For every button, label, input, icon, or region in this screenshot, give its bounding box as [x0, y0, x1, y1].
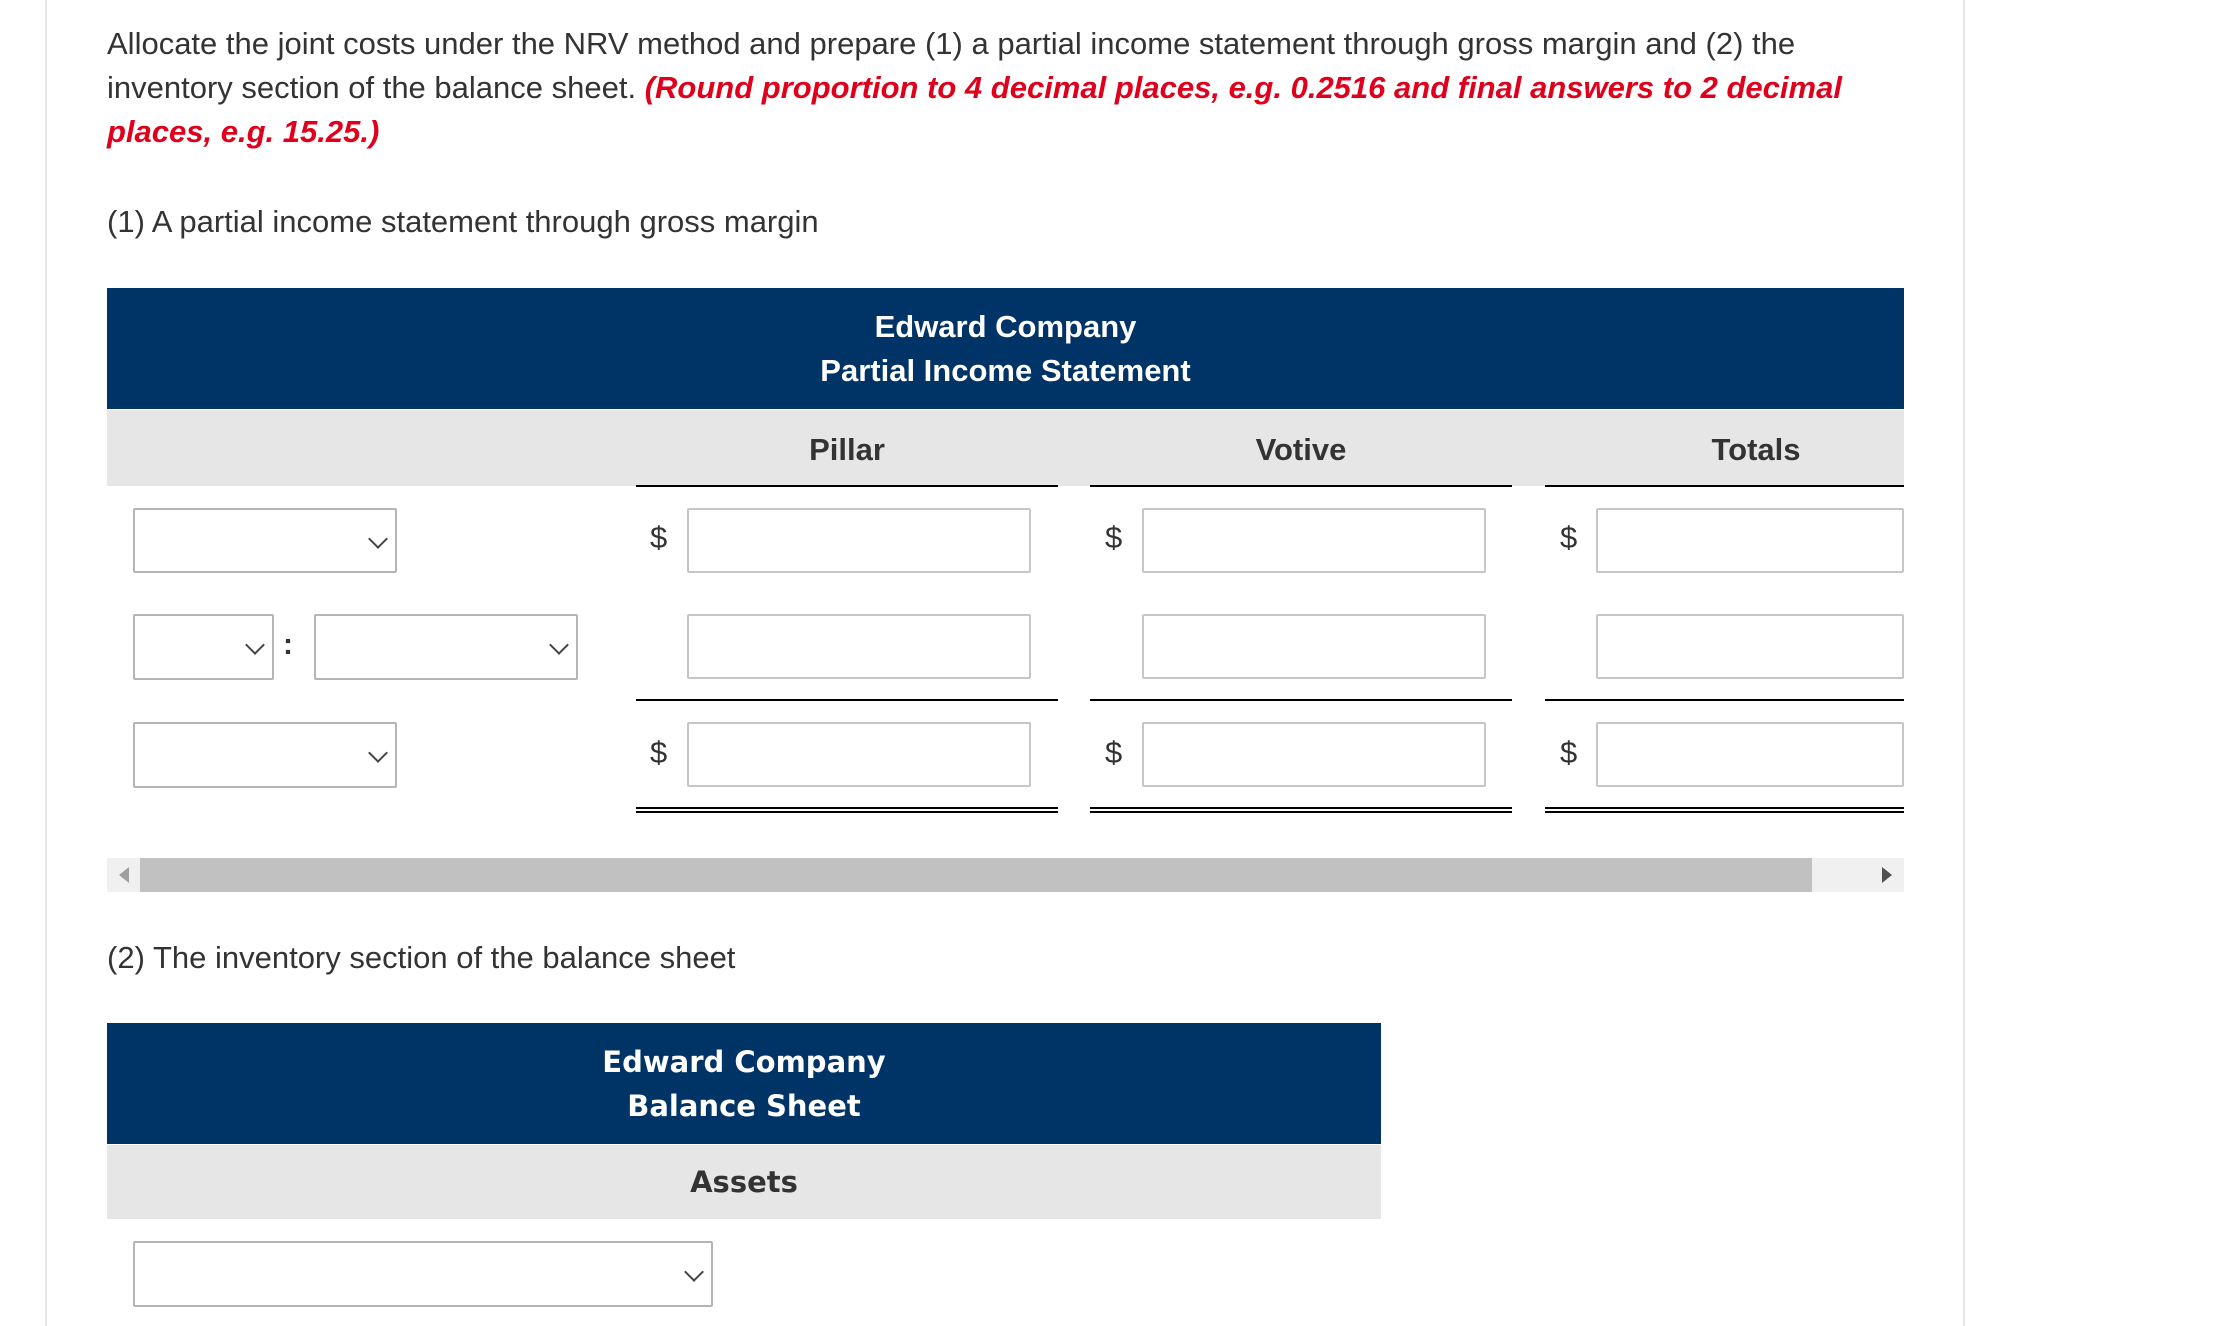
- col-underline: [1545, 485, 1904, 487]
- col-underline: [636, 485, 1058, 487]
- subtotal-rule: [1090, 699, 1512, 701]
- subtotal-rule: [1545, 699, 1904, 701]
- inventory-account-select[interactable]: [133, 1241, 713, 1307]
- row2-operator-select[interactable]: [133, 614, 274, 680]
- chevron-down-icon: [368, 529, 388, 549]
- instructions-text: Allocate the joint costs under the NRV method and prepare (1) a partial income statement through gross margin and (2) the inventory section of the balance sheet.: [107, 26, 1796, 105]
- col-head-votive: Votive: [1255, 432, 1347, 467]
- row3-pillar-input[interactable]: [687, 722, 1031, 787]
- dollar-sign: $: [1560, 520, 1578, 555]
- chevron-down-icon: [245, 635, 265, 655]
- part1-label: (1) A partial income statement through gross margin: [107, 204, 819, 239]
- row1-totals-input[interactable]: [1596, 508, 1904, 573]
- chevron-down-icon: [368, 743, 388, 763]
- balance-sheet-title: Balance Sheet: [627, 1088, 861, 1123]
- balance-company-name: Edward Company: [602, 1044, 886, 1079]
- colon-separator: :: [283, 628, 293, 661]
- row1-votive-input[interactable]: [1142, 508, 1486, 573]
- dollar-sign: $: [650, 520, 668, 555]
- row1-account-select[interactable]: [133, 508, 397, 573]
- balance-sheet-header: [107, 1023, 1381, 1144]
- triangle-left-icon[interactable]: [119, 867, 129, 883]
- instructions: [107, 22, 1907, 154]
- col-head-totals: Totals: [1711, 432, 1801, 467]
- row1-pillar-input[interactable]: [687, 508, 1031, 573]
- dollar-sign: $: [1105, 735, 1123, 770]
- triangle-right-icon[interactable]: [1882, 867, 1892, 883]
- chevron-down-icon: [549, 635, 569, 655]
- row3-account-select[interactable]: [133, 722, 397, 788]
- dollar-sign: $: [1105, 520, 1123, 555]
- income-statement-title: Partial Income Statement: [820, 352, 1191, 388]
- row2-totals-input[interactable]: [1596, 614, 1904, 679]
- income-statement-header: [107, 288, 1904, 409]
- col-underline: [1090, 485, 1512, 487]
- dollar-sign: $: [1560, 735, 1578, 770]
- income-company-name: Edward Company: [874, 308, 1137, 344]
- row2-account-select[interactable]: [314, 614, 578, 680]
- dollar-sign: $: [650, 735, 668, 770]
- row3-votive-input[interactable]: [1142, 722, 1486, 787]
- row2-pillar-input[interactable]: [687, 614, 1031, 679]
- left-margin-rule: [45, 0, 47, 1326]
- part2-label: (2) The inventory section of the balance sheet: [107, 940, 736, 975]
- total-double-rule: [1545, 807, 1904, 813]
- total-double-rule: [636, 807, 1058, 813]
- total-double-rule: [1090, 807, 1512, 813]
- right-margin-rule: [1963, 0, 1965, 1326]
- rounding-note: (Round proportion to 4 decimal places, e.g. 0.2516 and final answers to 2 decimal places, e.g. 15.25.): [107, 70, 1842, 149]
- subtotal-rule: [636, 699, 1058, 701]
- chevron-down-icon: [684, 1262, 704, 1282]
- assets-heading: Assets: [690, 1165, 798, 1199]
- col-head-pillar: Pillar: [809, 432, 885, 467]
- row2-votive-input[interactable]: [1142, 614, 1486, 679]
- row3-totals-input[interactable]: [1596, 722, 1904, 787]
- scrollbar-thumb[interactable]: [140, 858, 1812, 892]
